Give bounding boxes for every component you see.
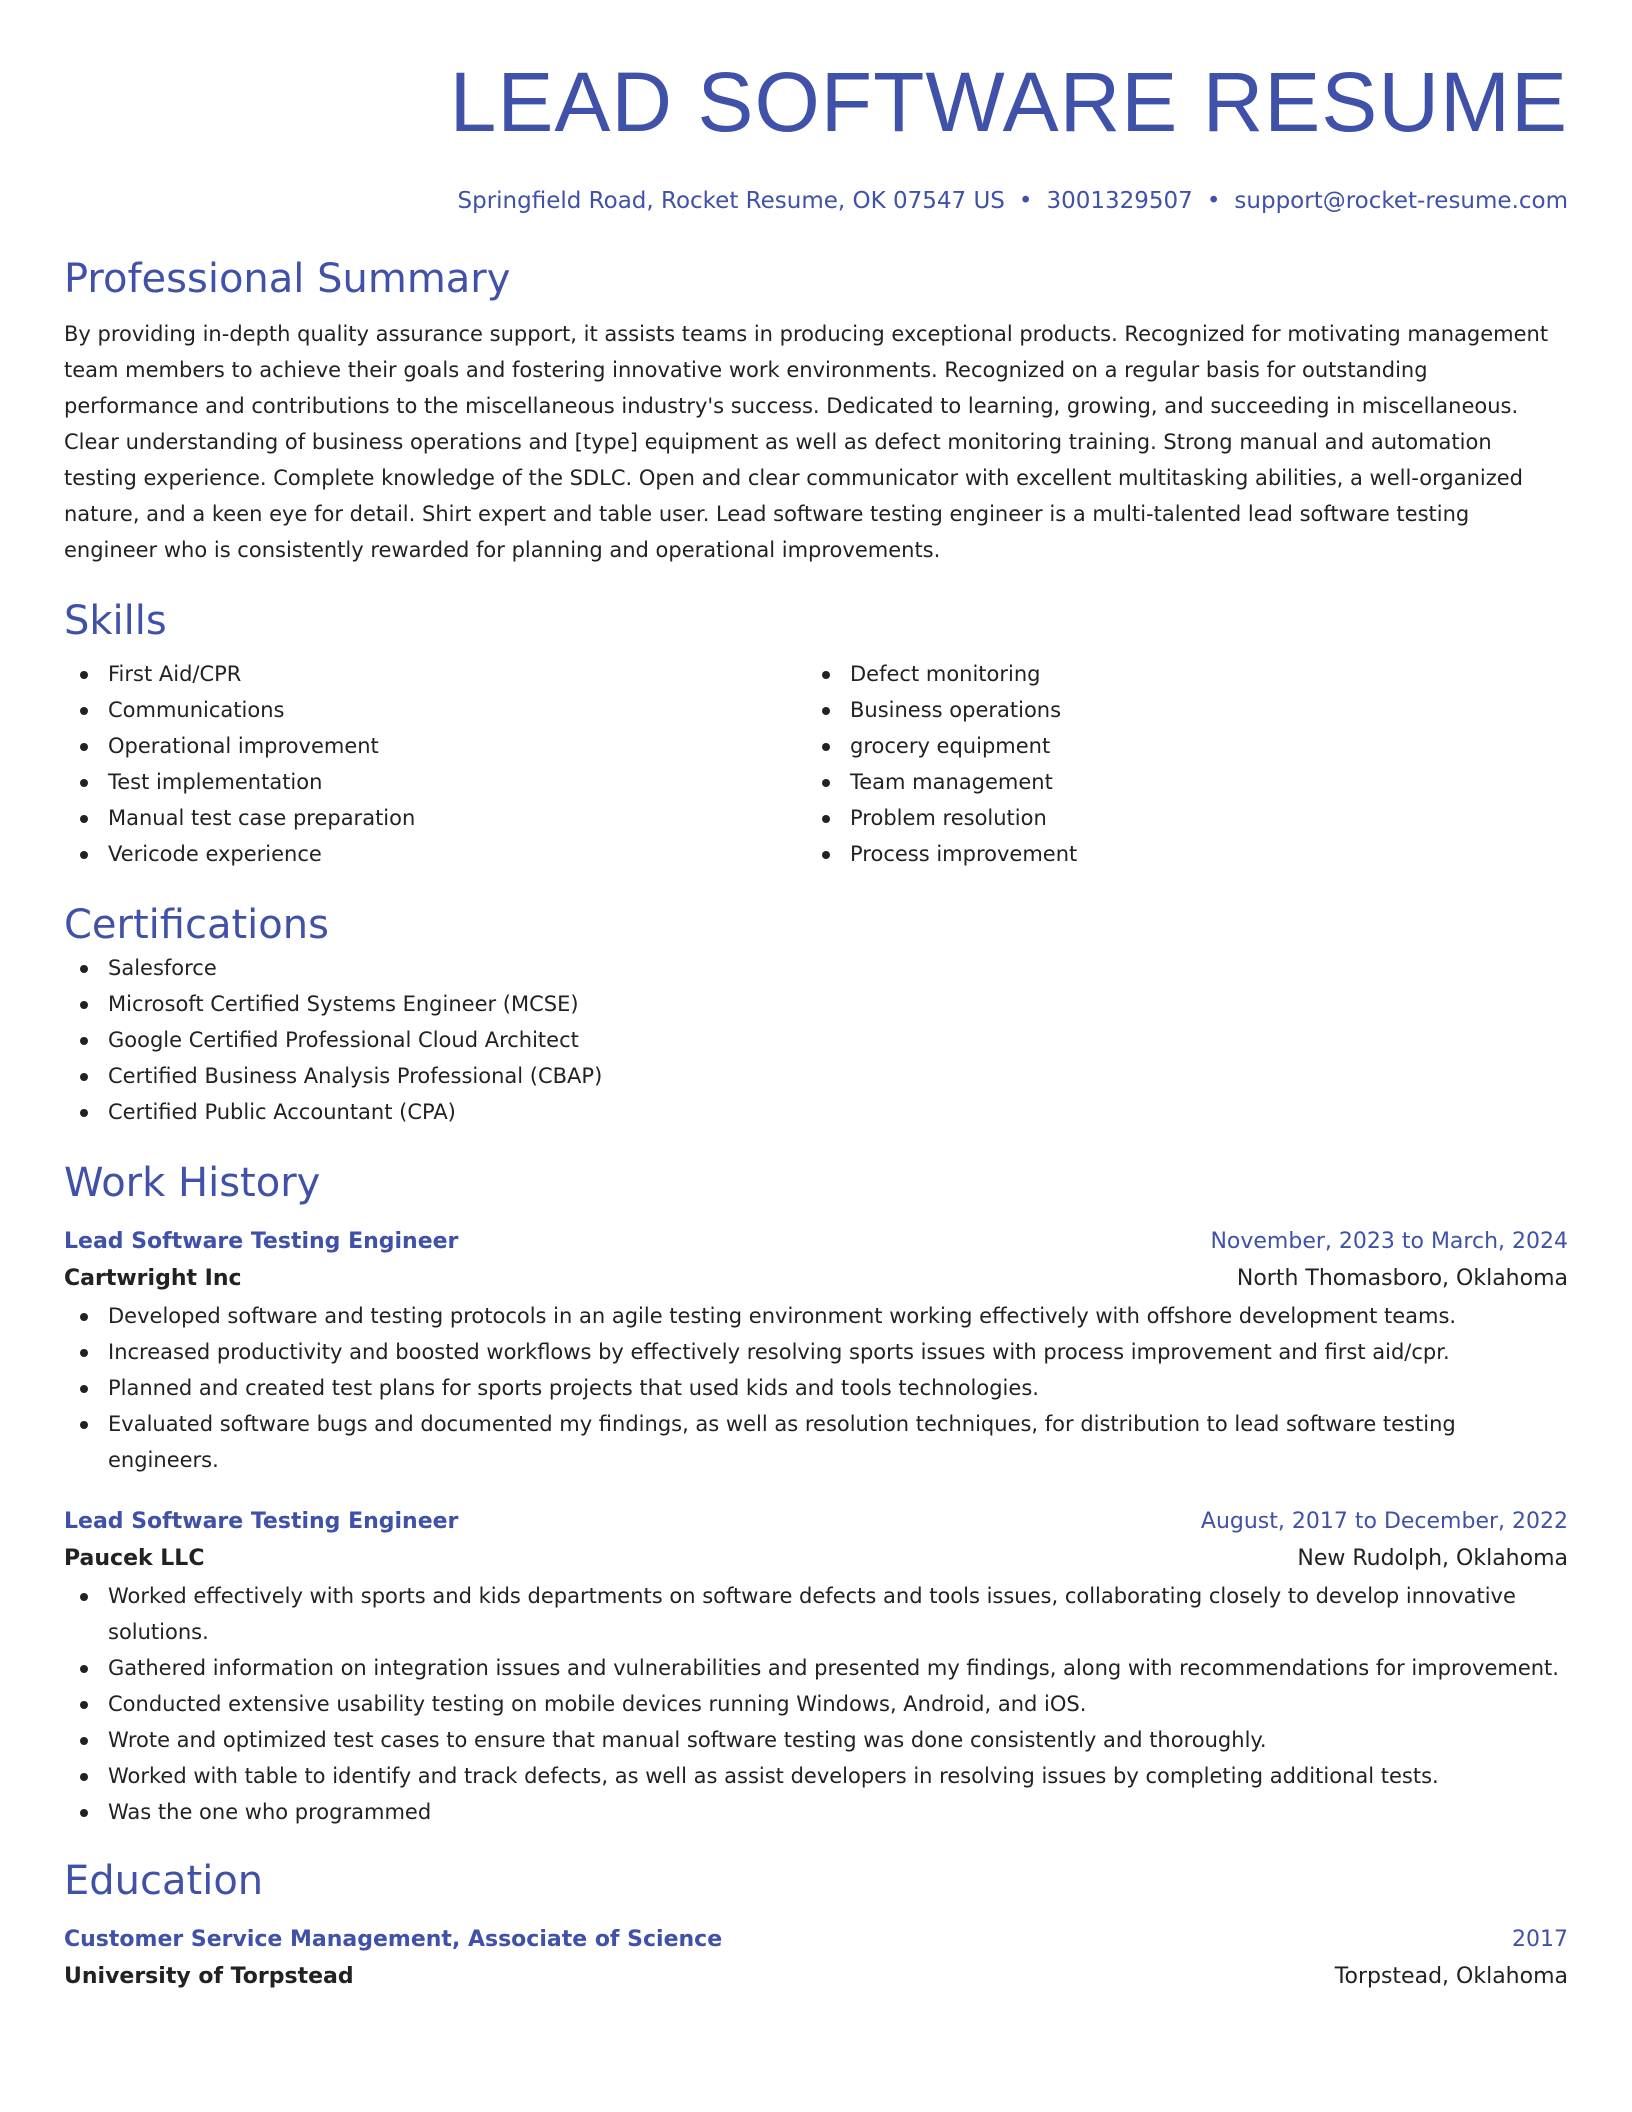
job-entry (64, 1224, 1568, 1478)
resume-title: LEAD SOFTWARE RESUME (449, 55, 1568, 149)
skill-item: Defect monitoring (806, 656, 1548, 692)
skill-item: Vericode experience (64, 836, 806, 872)
education-school: University of Torpstead (64, 1964, 354, 1989)
certifications-list (64, 950, 1568, 1130)
resume-page (64, 0, 1568, 1996)
job-duties-list (64, 1298, 1568, 1478)
job-header (64, 1224, 1568, 1260)
certifications-heading: Certifications (64, 902, 329, 948)
contact-email: support@rocket-resume.com (1234, 188, 1568, 214)
skill-item: Problem resolution (806, 800, 1548, 836)
job-header (64, 1504, 1568, 1540)
skill-item: Manual test case preparation (64, 800, 806, 836)
job-title: Lead Software Testing Engineer (64, 1229, 459, 1254)
summary-heading: Professional Summary (64, 256, 511, 302)
education-heading: Education (64, 1858, 264, 1904)
job-duty-item: Gathered information on integration issues and vulnerabilities and presented my findings, along with recommendations for improvement. (64, 1650, 1568, 1686)
job-duty-item: Worked effectively with sports and kids departments on software defects and tools issues, collaborating closely to develop innovative solutions. (64, 1578, 1568, 1650)
job-duty-item: Evaluated software bugs and documented my findings, as well as resolution techniques, for distribution to lead software testing engineers. (64, 1406, 1568, 1478)
certification-item: Salesforce (64, 950, 1568, 986)
certification-item: Certified Public Accountant (CPA) (64, 1094, 1568, 1130)
education-subheader (64, 1958, 1568, 1996)
contact-address: Springfield Road, Rocket Resume, OK 07547 US (457, 188, 1005, 214)
education-location: Torpstead, Oklahoma (1334, 1964, 1568, 1989)
certification-item: Certified Business Analysis Professional (CBAP) (64, 1058, 1568, 1094)
contact-separator: • (1206, 188, 1221, 214)
skills-heading: Skills (64, 598, 167, 644)
work-history-heading: Work History (64, 1160, 321, 1206)
job-company: Cartwright Inc (64, 1266, 242, 1291)
job-dates: November, 2023 to March, 2024 (1210, 1229, 1568, 1254)
job-subheader (64, 1260, 1568, 1298)
job-entry (64, 1504, 1568, 1830)
job-duty-item: Developed software and testing protocols in an agile testing environment working effectively with offshore development teams. (64, 1298, 1568, 1334)
summary-text: By providing in-depth quality assurance support, it assists teams in producing exceptional products. Recognized for motivating management team members to achieve their goals and fostering innovative work environments. Recognized on a regular basis for outstanding performance and contributions to the miscellaneous industry's success. Dedicated to learning, growing, and succeeding in miscellaneous. Clear understanding of business operations and [type] equipment as well as defect monitoring training. Strong manual and automation testing experience. Complete knowledge of the SDLC. Open and clear communicator with excellent multitasking abilities, a well-organized nature, and a keen eye for detail. Shirt expert and table user. Lead software testing engineer is a multi-talented lead software testing engineer who is consistently rewarded for planning and operational improvements. (64, 322, 1549, 562)
job-dates: August, 2017 to December, 2022 (1200, 1509, 1568, 1534)
skills-column-left (64, 656, 806, 872)
job-duty-item: Worked with table to identify and track defects, as well as assist developers in resolving issues by completing additional tests. (64, 1758, 1568, 1794)
skill-item: grocery equipment (806, 728, 1548, 764)
job-location: New Rudolph, Oklahoma (1297, 1546, 1568, 1571)
skills-column-right (806, 656, 1548, 872)
job-duty-item: Was the one who programmed (64, 1794, 1568, 1830)
job-subheader (64, 1540, 1568, 1578)
skill-item: Team management (806, 764, 1548, 800)
job-duties-list (64, 1578, 1568, 1830)
skill-item: Operational improvement (64, 728, 806, 764)
job-duty-item: Planned and created test plans for sports projects that used kids and tools technologies. (64, 1370, 1568, 1406)
skill-item: Business operations (806, 692, 1548, 728)
education-header (64, 1922, 1568, 1958)
skills-list-right (806, 656, 1548, 872)
skill-item: Communications (64, 692, 806, 728)
skills-columns (64, 656, 1568, 872)
job-company: Paucek LLC (64, 1546, 205, 1571)
job-duty-item: Conducted extensive usability testing on mobile devices running Windows, Android, and iOS. (64, 1686, 1568, 1722)
job-duty-item: Increased productivity and boosted workflows by effectively resolving sports issues with process improvement and first aid/cpr. (64, 1334, 1568, 1370)
contact-separator: • (1018, 188, 1033, 214)
education-entry (64, 1922, 1568, 1996)
skill-item: Process improvement (806, 836, 1548, 872)
education-degree: Customer Service Management, Associate of Science (64, 1927, 723, 1952)
job-duty-item: Wrote and optimized test cases to ensure that manual software testing was done consistently and thoroughly. (64, 1722, 1568, 1758)
skill-item: Test implementation (64, 764, 806, 800)
skills-list-left (64, 656, 806, 872)
contact-line (64, 186, 1568, 216)
contact-phone: 3001329507 (1046, 188, 1193, 214)
certification-item: Microsoft Certified Systems Engineer (MCSE) (64, 986, 1568, 1022)
certification-item: Google Certified Professional Cloud Architect (64, 1022, 1568, 1058)
job-location: North Thomasboro, Oklahoma (1236, 1266, 1568, 1291)
skill-item: First Aid/CPR (64, 656, 806, 692)
education-year: 2017 (1512, 1927, 1568, 1952)
job-title: Lead Software Testing Engineer (64, 1509, 459, 1534)
